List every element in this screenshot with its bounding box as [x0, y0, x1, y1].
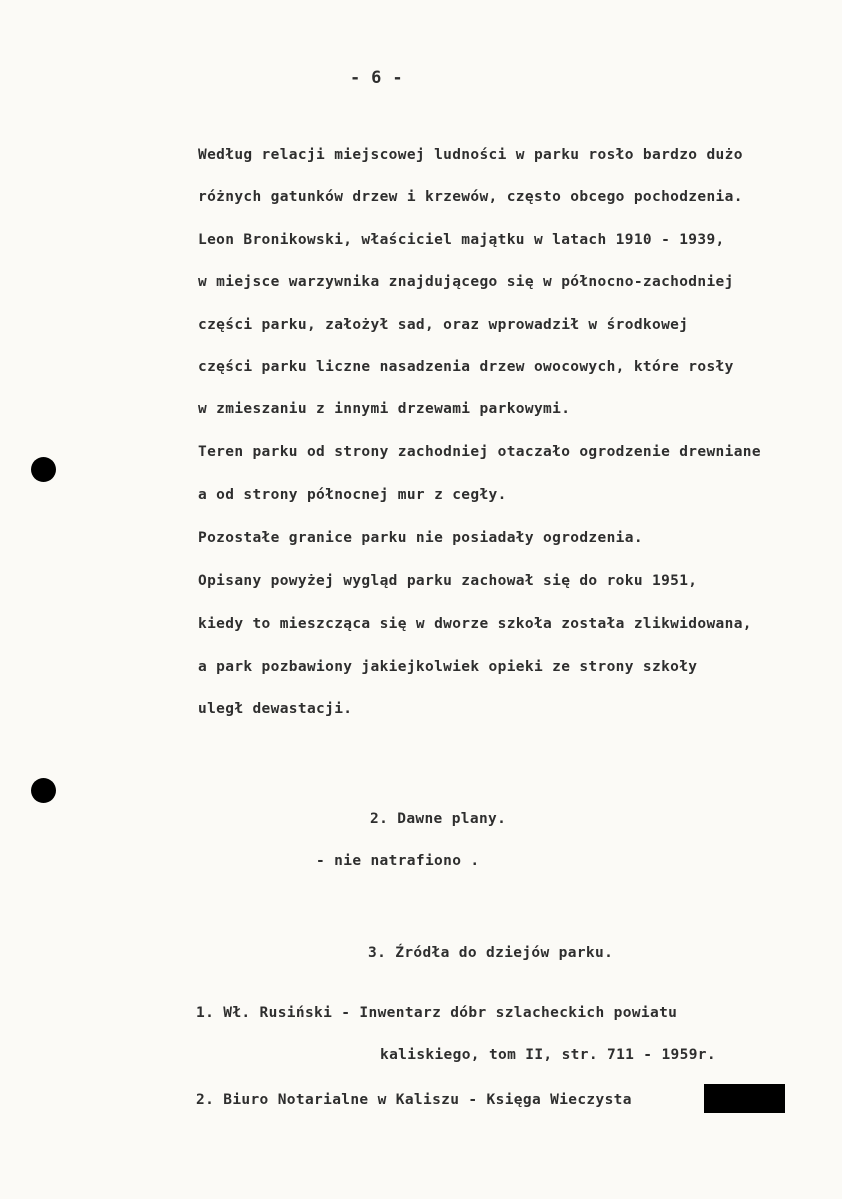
- paragraph-line: w miejsce warzywnika znajdującego się w północno-zachodniej: [198, 274, 734, 290]
- paragraph-line: a od strony północnej mur z cegły.: [198, 487, 507, 503]
- punch-hole-bottom: [31, 778, 56, 803]
- page-number: - 6 -: [350, 68, 403, 88]
- paragraph-line: kiedy to mieszcząca się w dworze szkoła została zlikwidowana,: [198, 616, 752, 632]
- source-2-line-1: 2. Biuro Notarialne w Kaliszu - Księga Wieczysta: [196, 1092, 632, 1108]
- paragraph-line: różnych gatunków drzew i krzewów, często obcego pochodzenia.: [198, 189, 743, 205]
- paragraph-line: a park pozbawiony jakiejkolwiek opieki ze strony szkoły: [198, 659, 698, 675]
- section-2-note: - nie natrafiono .: [316, 853, 480, 869]
- paragraph-line: Teren parku od strony zachodniej otaczało ogrodzenie drewniane: [198, 444, 761, 460]
- redaction-box: [704, 1084, 785, 1113]
- paragraph-line: części parku, założył sad, oraz wprowadził w środkowej: [198, 317, 689, 333]
- punch-hole-top: [31, 457, 56, 482]
- section-3-heading: 3. Źródła do dziejów parku.: [368, 945, 614, 961]
- paragraph-line: Opisany powyżej wygląd parku zachował się do roku 1951,: [198, 573, 698, 589]
- paragraph-line: Pozostałe granice parku nie posiadały ogrodzenia.: [198, 530, 643, 546]
- paragraph-line: Leon Bronikowski, właściciel majątku w latach 1910 - 1939,: [198, 232, 725, 248]
- paragraph-line: w zmieszaniu z innymi drzewami parkowymi.: [198, 401, 571, 417]
- paragraph-line: uległ dewastacji.: [198, 701, 353, 717]
- source-1-line-1: 1. Wł. Rusiński - Inwentarz dóbr szlacheckich powiatu: [196, 1005, 678, 1021]
- source-1-line-2: kaliskiego, tom II, str. 711 - 1959r.: [380, 1047, 716, 1063]
- section-2-heading: 2. Dawne plany.: [370, 811, 507, 827]
- paragraph-line: Według relacji miejscowej ludności w parku rosło bardzo dużo: [198, 147, 743, 163]
- paragraph-line: części parku liczne nasadzenia drzew owocowych, które rosły: [198, 359, 734, 375]
